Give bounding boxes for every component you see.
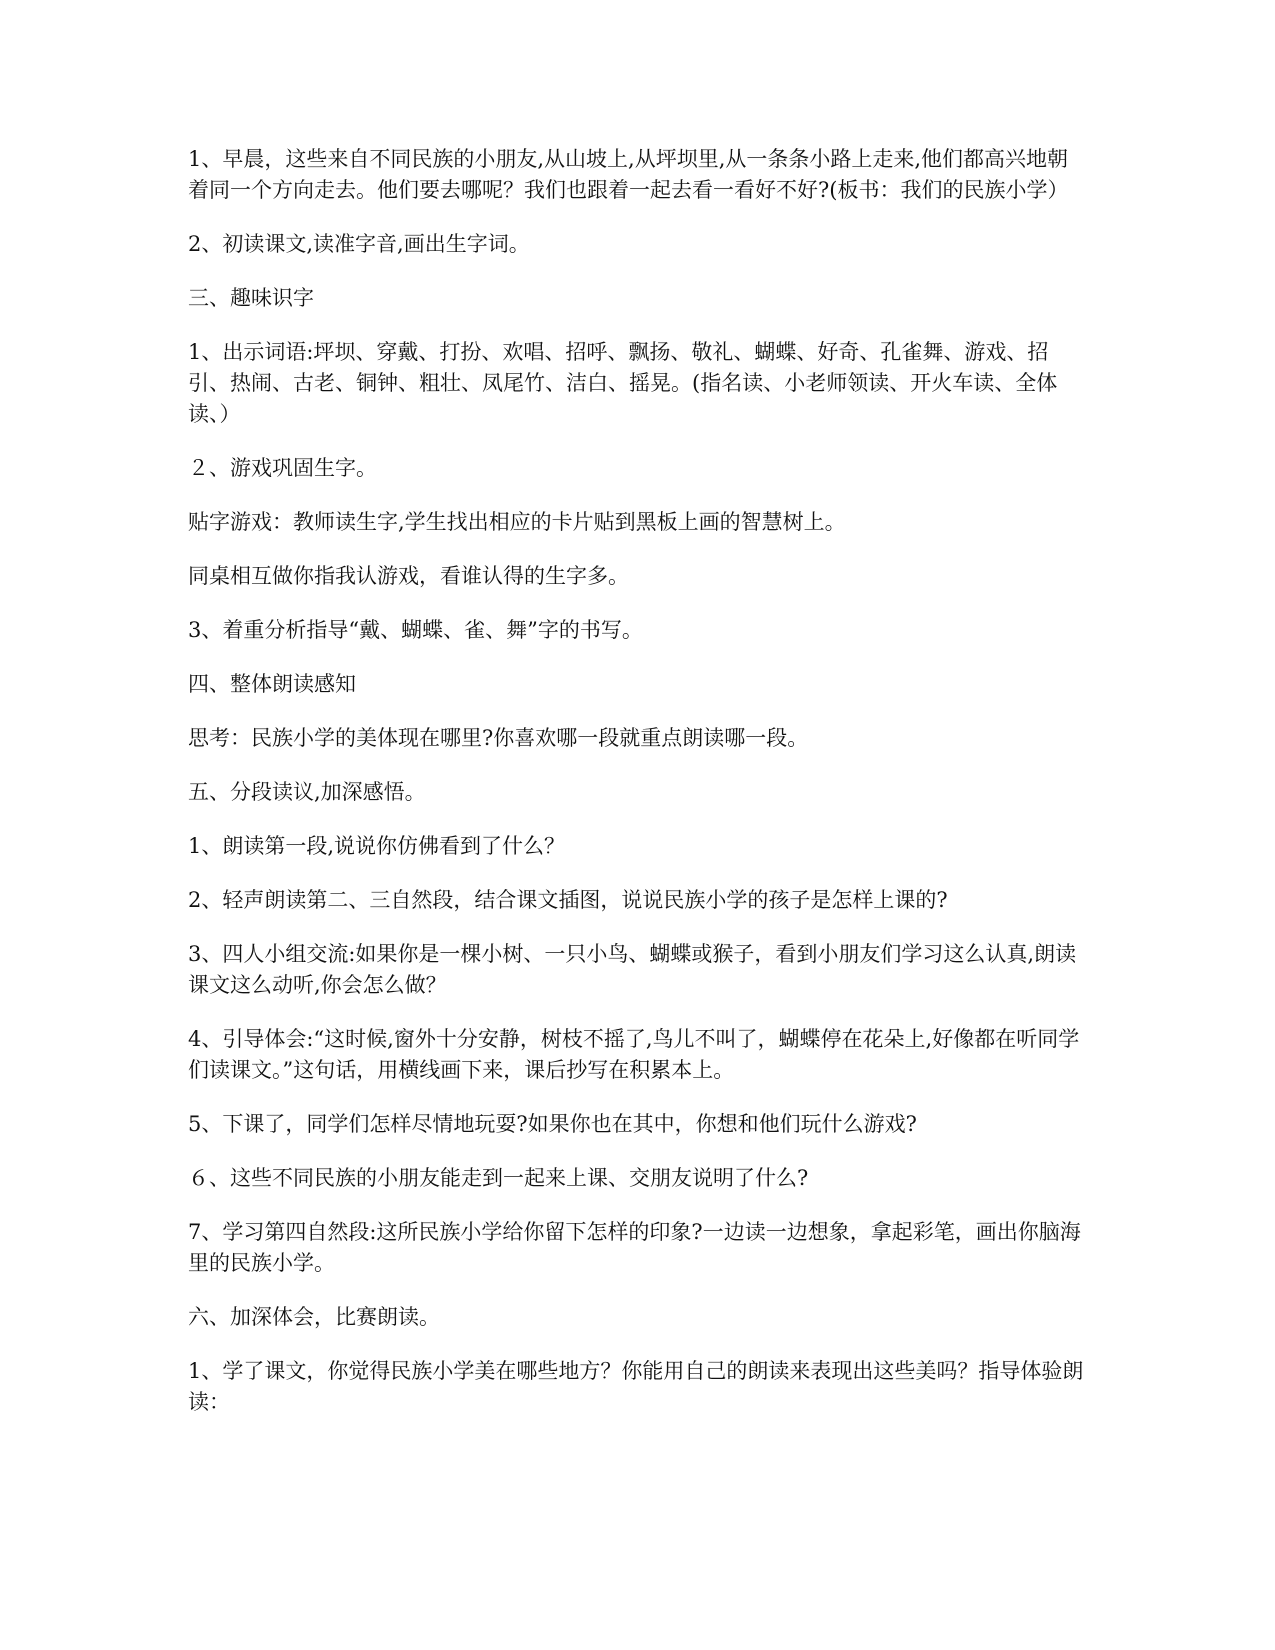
paragraph-16: 5、下课了，同学们怎样尽情地玩耍?如果你也在其中，你想和他们玩什么游戏? (188, 1112, 917, 1136)
paragraph-13: 2、轻声朗读第二、三自然段，结合课文插图，说说民族小学的孩子是怎样上课的? (188, 888, 948, 912)
section-heading-5: 五、分段读议,加深感悟。 (188, 780, 426, 804)
paragraph-8: 3、着重分析指导“戴、蝴蝶、雀、舞”字的书写。 (188, 618, 643, 642)
paragraph-1: 1、早晨，这些来自不同民族的小朋友,从山坡上,从坪坝里,从一条条小路上走来,他们都高兴地朝着同一个方向走去。他们要去哪呢？我们也跟着一起去看一看好不好?(板书：我们的民族小学） (188, 147, 1069, 202)
section-heading-6: 六、加深体会，比赛朗读。 (188, 1305, 440, 1329)
paragraph-2: 2、初读课文,读准字音,画出生字词。 (188, 232, 530, 256)
section-heading-3: 三、趣味识字 (188, 286, 314, 310)
paragraph-20: 1、学了课文，你觉得民族小学美在哪些地方？你能用自己的朗读来表现出这些美吗？指导体验朗读： (188, 1359, 1084, 1414)
paragraph-10: 思考：民族小学的美体现在哪里?你喜欢哪一段就重点朗读哪一段。 (188, 726, 809, 750)
paragraph-14: 3、四人小组交流:如果你是一棵小树、一只小鸟、蝴蝶或猴子，看到小朋友们学习这么认真,朗读课文这么动听,你会怎么做？ (188, 942, 1077, 997)
paragraph-7: 同桌相互做你指我认游戏，看谁认得的生字多。 (188, 564, 629, 588)
paragraph-6: 贴字游戏：教师读生字,学生找出相应的卡片贴到黑板上画的智慧树上。 (188, 510, 846, 534)
paragraph-18: 7、学习第四自然段:这所民族小学给你留下怎样的印象?一边读一边想象，拿起彩笔，画出你脑海里的民族小学。 (188, 1220, 1081, 1275)
document-body (188, 144, 1088, 1441)
paragraph-5: ２、游戏巩固生字。 (188, 456, 377, 480)
paragraph-4: 1、出示词语:坪坝、穿戴、打扮、欢唱、招呼、飘扬、敬礼、蝴蝶、好奇、孔雀舞、游戏、招引、热闹、古老、铜钟、粗壮、凤尾竹、洁白、摇晃。(指名读、小老师领读、开火车读、全体读、） (188, 340, 1058, 426)
paragraph-17: ６、这些不同民族的小朋友能走到一起来上课、交朋友说明了什么? (188, 1166, 809, 1190)
paragraph-15: 4、引导体会:“这时候,窗外十分安静，树枝不摇了,鸟儿不叫了，蝴蝶停在花朵上,好像都在听同学们读课文。”这句话，用横线画下来，课后抄写在积累本上。 (188, 1027, 1080, 1082)
paragraph-12: 1、朗读第一段,说说你仿佛看到了什么？ (188, 834, 566, 858)
section-heading-4: 四、整体朗读感知 (188, 672, 356, 696)
